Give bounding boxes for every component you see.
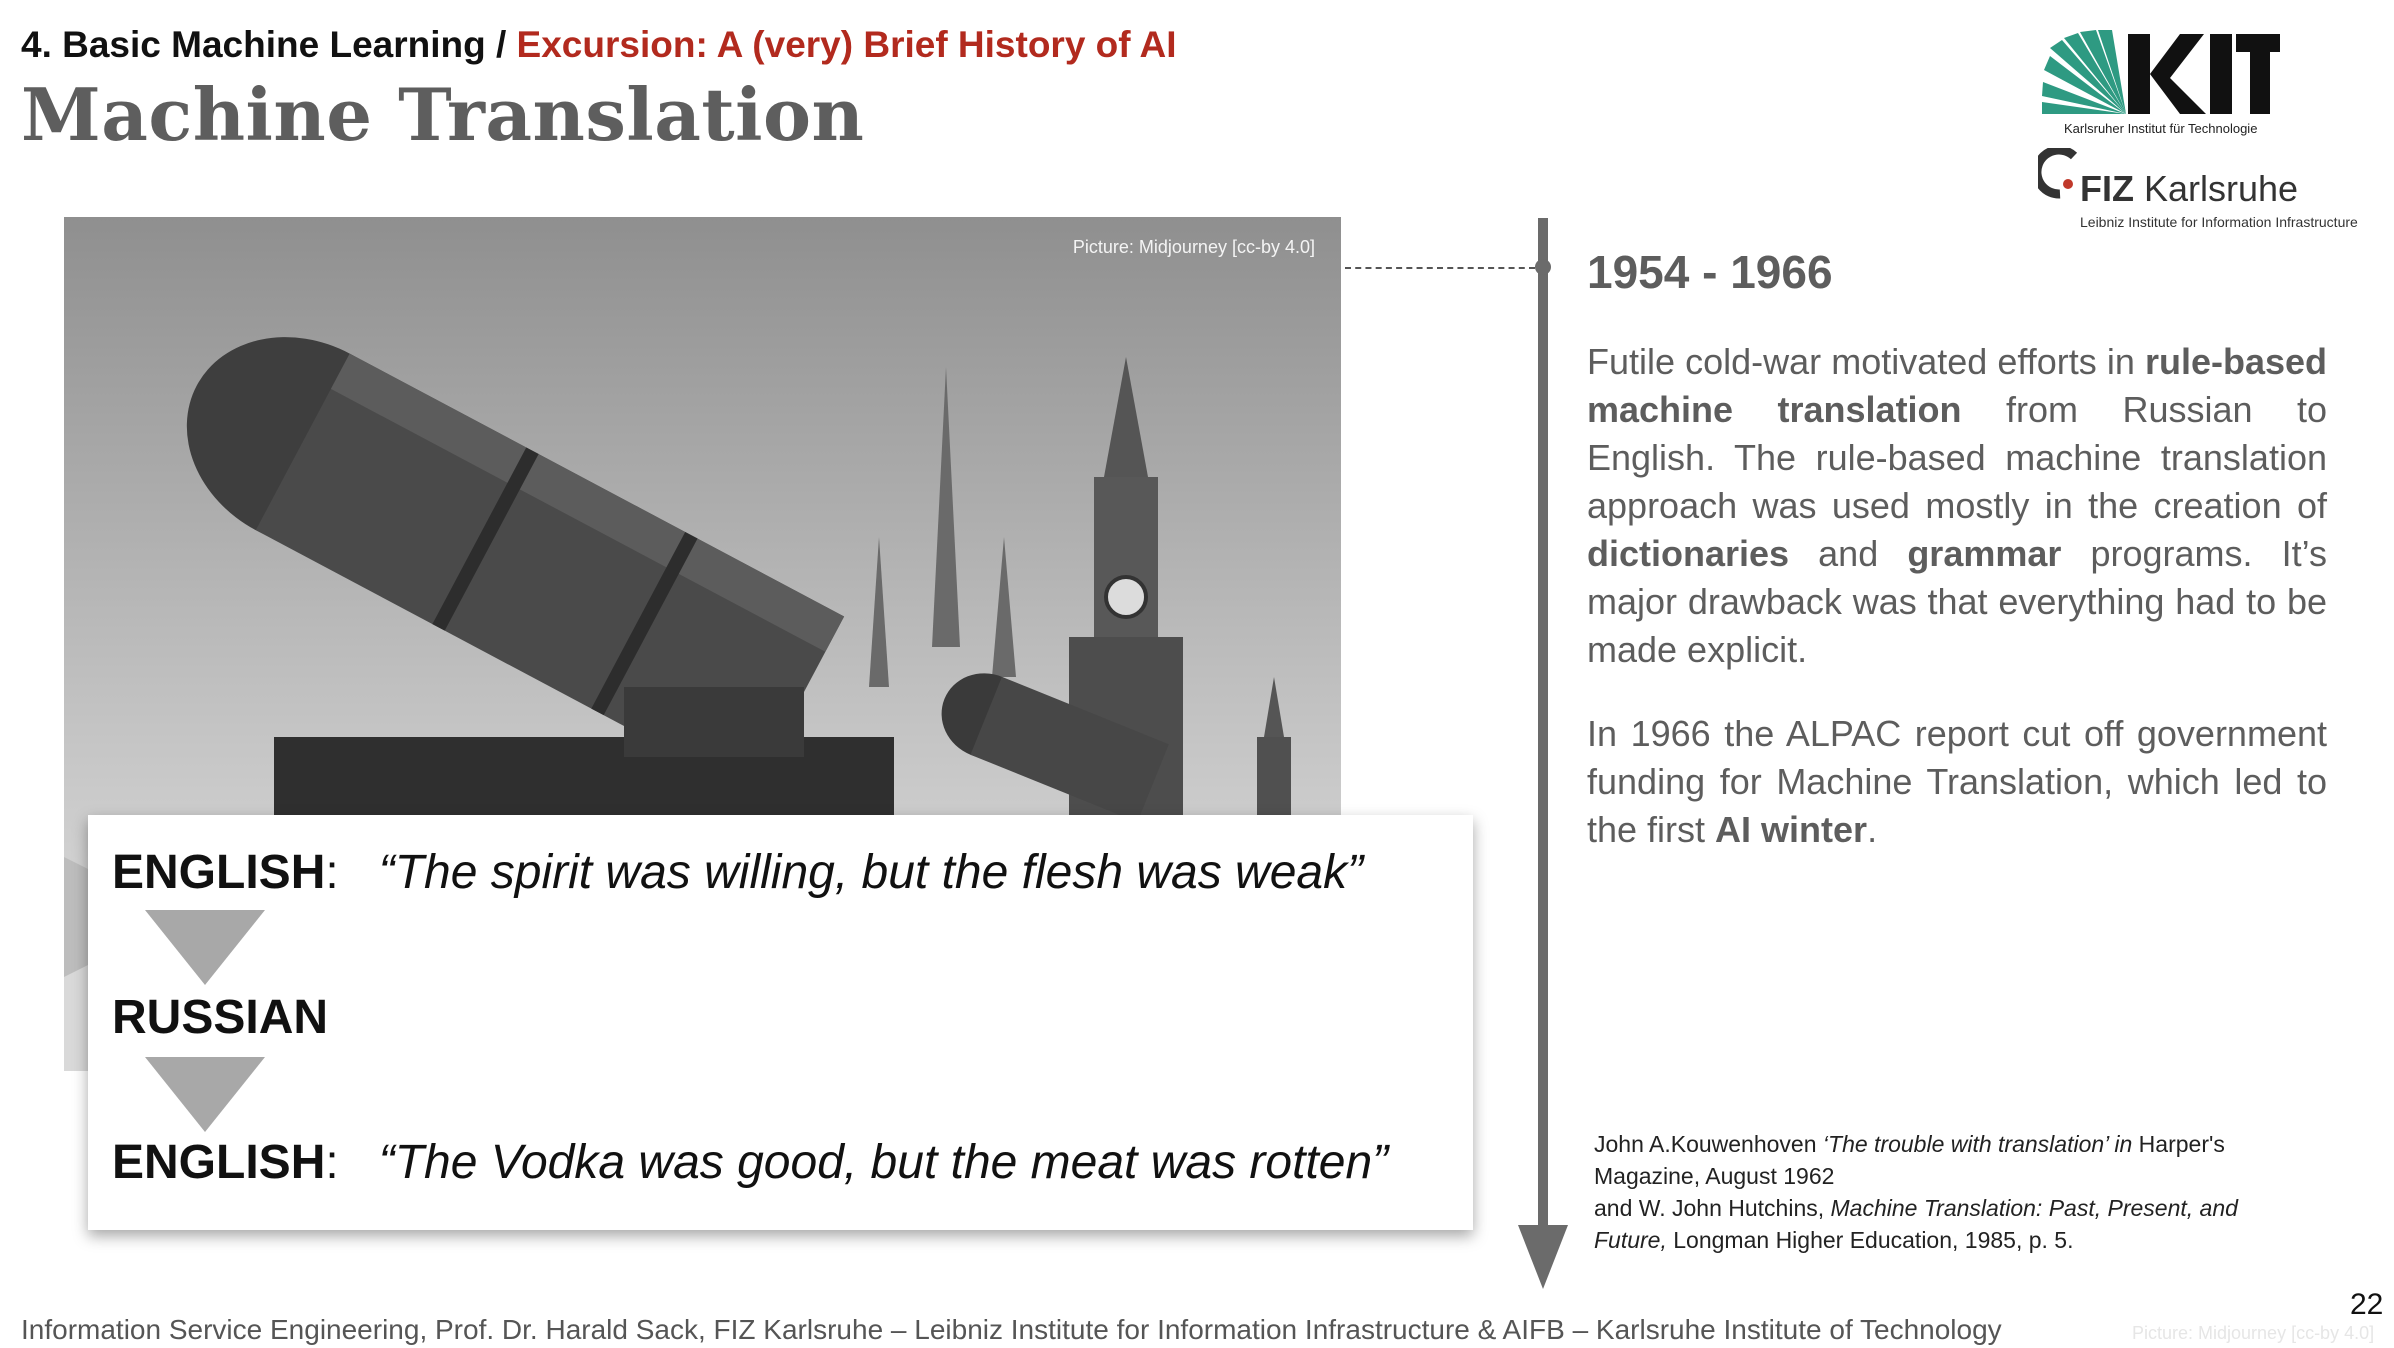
footer-text: Information Service Engineering, Prof. Dr. Harald Sack, FIZ Karlsruhe – Leibniz Institute for Information Infrastructure & AIFB – Karlsruhe Institute of Technology [21,1314,2002,1345]
breadcrumb-section: 4. Basic Machine Learning / [21,24,507,65]
timeline-line [1538,218,1548,1228]
russian-row [112,990,328,1045]
page-title: Machine Translation [21,72,865,157]
timeline-dot [1535,259,1551,275]
english-backtranslation-quote: “The Vodka was good, but the meat was rotten” [378,1136,1389,1189]
fiz-subtitle: Leibniz Institute for Information Infrastructure [2080,214,2358,230]
breadcrumb-excursion: Excursion: A (very) Brief History of AI [516,24,1177,65]
kit-subtitle: Karlsruher Institut für Technologie [2064,121,2258,136]
english-original-quote: “The spirit was willing, but the flesh was weak” [378,846,1364,899]
paragraph-alpac-report: In 1966 the ALPAC report cut off government funding for Machine Translation, which led to the first AI winter. [1587,713,2327,850]
translation-example-box [88,815,1473,1230]
timeline-years: 1954 - 1966 [1587,246,1833,298]
picture-credit: Picture: Midjourney [cc-by 4.0] [1072,237,1315,257]
language-label: RUSSIAN [112,991,329,1044]
down-arrow-icon [145,1057,265,1132]
fiz-name: FIZ Karlsruhe [2080,168,2299,209]
faint-picture-credit: Picture: Midjourney [cc-by 4.0] [2132,1323,2375,1343]
breadcrumb [21,24,1177,66]
down-arrow-icon [145,910,265,985]
language-label: ENGLISH [112,846,326,899]
references: John A.Kouwenhoven ‘The trouble with translation’ in Harper's Magazine, August 1962 and W. John Hutchins, Machine Translation: Past, Present, and Future, Longman Higher Education, 1985, p. 5. [1594,1131,2238,1253]
language-label: ENGLISH [112,1136,326,1189]
english-original-row [112,845,1363,900]
timeline-arrow-icon [1518,1225,1568,1289]
separator: : [325,1136,339,1189]
english-backtranslation-row [112,1135,1388,1190]
timeline-connector [1345,267,1535,269]
page-number: 22 [2350,1288,2384,1321]
separator: : [325,846,339,899]
paragraph-rule-based-mt: Futile cold-war motivated efforts in rule-based machine translation from Russian to English. The rule-based machine translation approach was used mostly in the creation of dictionaries and grammar programs. It’s major drawback was that everything had to be made explicit. [1587,341,2327,670]
